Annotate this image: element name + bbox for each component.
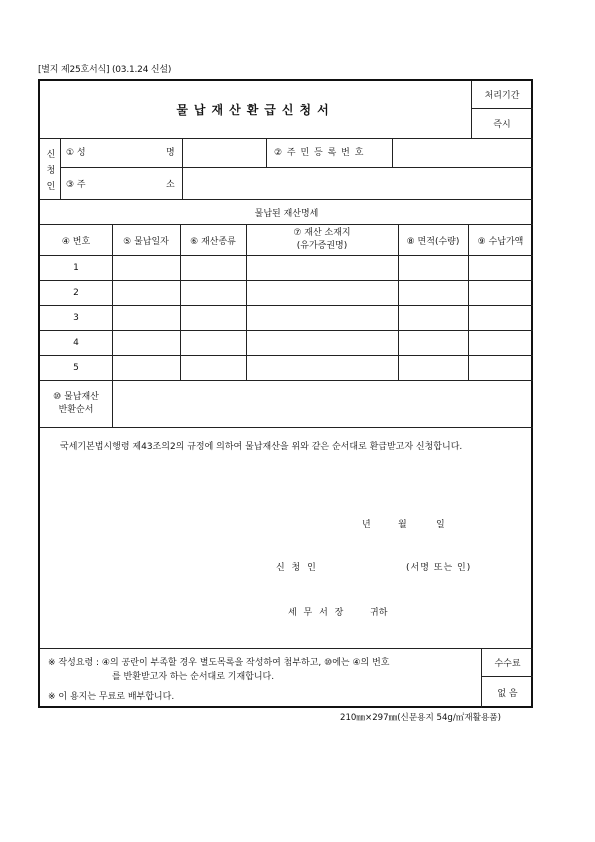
processing-period-value: 즉시 (493, 120, 511, 130)
name-label: ① 성 (66, 148, 86, 158)
date-month-label: 월 (398, 520, 407, 530)
resident-id-field[interactable] (393, 139, 533, 167)
col-area-quantity: ⑧ 면적(수량) (406, 236, 460, 247)
refund-order-label: ⑩ 물납재산 반환순서 (53, 392, 99, 415)
col-received-value: ⑨ 수납가액 (477, 236, 524, 247)
addressee: 세 무 서 장 (288, 608, 346, 618)
name-label-end: 명 (166, 148, 175, 158)
date-year-label: 년 (362, 520, 371, 530)
application-form (38, 79, 533, 708)
name-field[interactable] (183, 139, 266, 167)
row-number: 5 (73, 363, 79, 373)
free-distribution-note: ※ 이 용지는 무료로 배부합니다. (48, 692, 175, 702)
address-label: ③ 주 (66, 180, 86, 190)
applicant-vertical-label: 신 청 인 (46, 150, 56, 192)
col-property-location: ⑦ 재산 소재지 (유가증권명) (293, 228, 351, 251)
date-day-label: 일 (436, 520, 445, 530)
processing-period-label: 처리기간 (484, 91, 520, 101)
applicant-sign-label: 신 청 인 (276, 563, 318, 573)
property-section-title: 물납된 재산명세 (254, 208, 319, 219)
instructions-note: ※ 작성요령 : ④의 공란이 부족할 경우 별도목록을 작성하여 첨부하고, ⑩에는 ④의 번호 (48, 658, 390, 668)
row-number: 4 (73, 338, 79, 348)
row-number: 1 (73, 263, 79, 273)
col-number: ④ 번호 (61, 236, 91, 247)
col-payment-date: ⑤ 물납일자 (123, 236, 169, 247)
paper-spec: 210㎜×297㎜(신문용지 54g/㎡재활용품) (340, 713, 501, 723)
resident-id-label: ② 주 민 등 록 번 호 (274, 148, 365, 158)
refund-order-field[interactable] (113, 381, 533, 427)
form-title: 물납재산환급신청서 (176, 103, 335, 117)
row-number: 2 (73, 288, 79, 298)
address-label-end: 소 (166, 180, 175, 190)
address-field[interactable] (183, 168, 533, 199)
instructions-note-line2: 를 반환받고자 하는 순서대로 기재합니다. (112, 672, 275, 682)
application-statement: 국세기본법시행령 제43조의2의 규정에 의하여 물납재산을 위와 같은 순서대로 환급받고자 신청합니다. (60, 442, 463, 452)
col-property-type: ⑥ 재산종류 (190, 236, 236, 247)
fee-value: 없 음 (497, 689, 518, 699)
form-number-note: [별지 제25호서식] (03.1.24 신설) (38, 65, 172, 75)
addressee-suffix: 귀하 (370, 608, 388, 618)
fee-label: 수수료 (494, 659, 521, 669)
row-number: 3 (73, 313, 79, 323)
signature-hint: (서명 또는 인) (406, 563, 472, 573)
